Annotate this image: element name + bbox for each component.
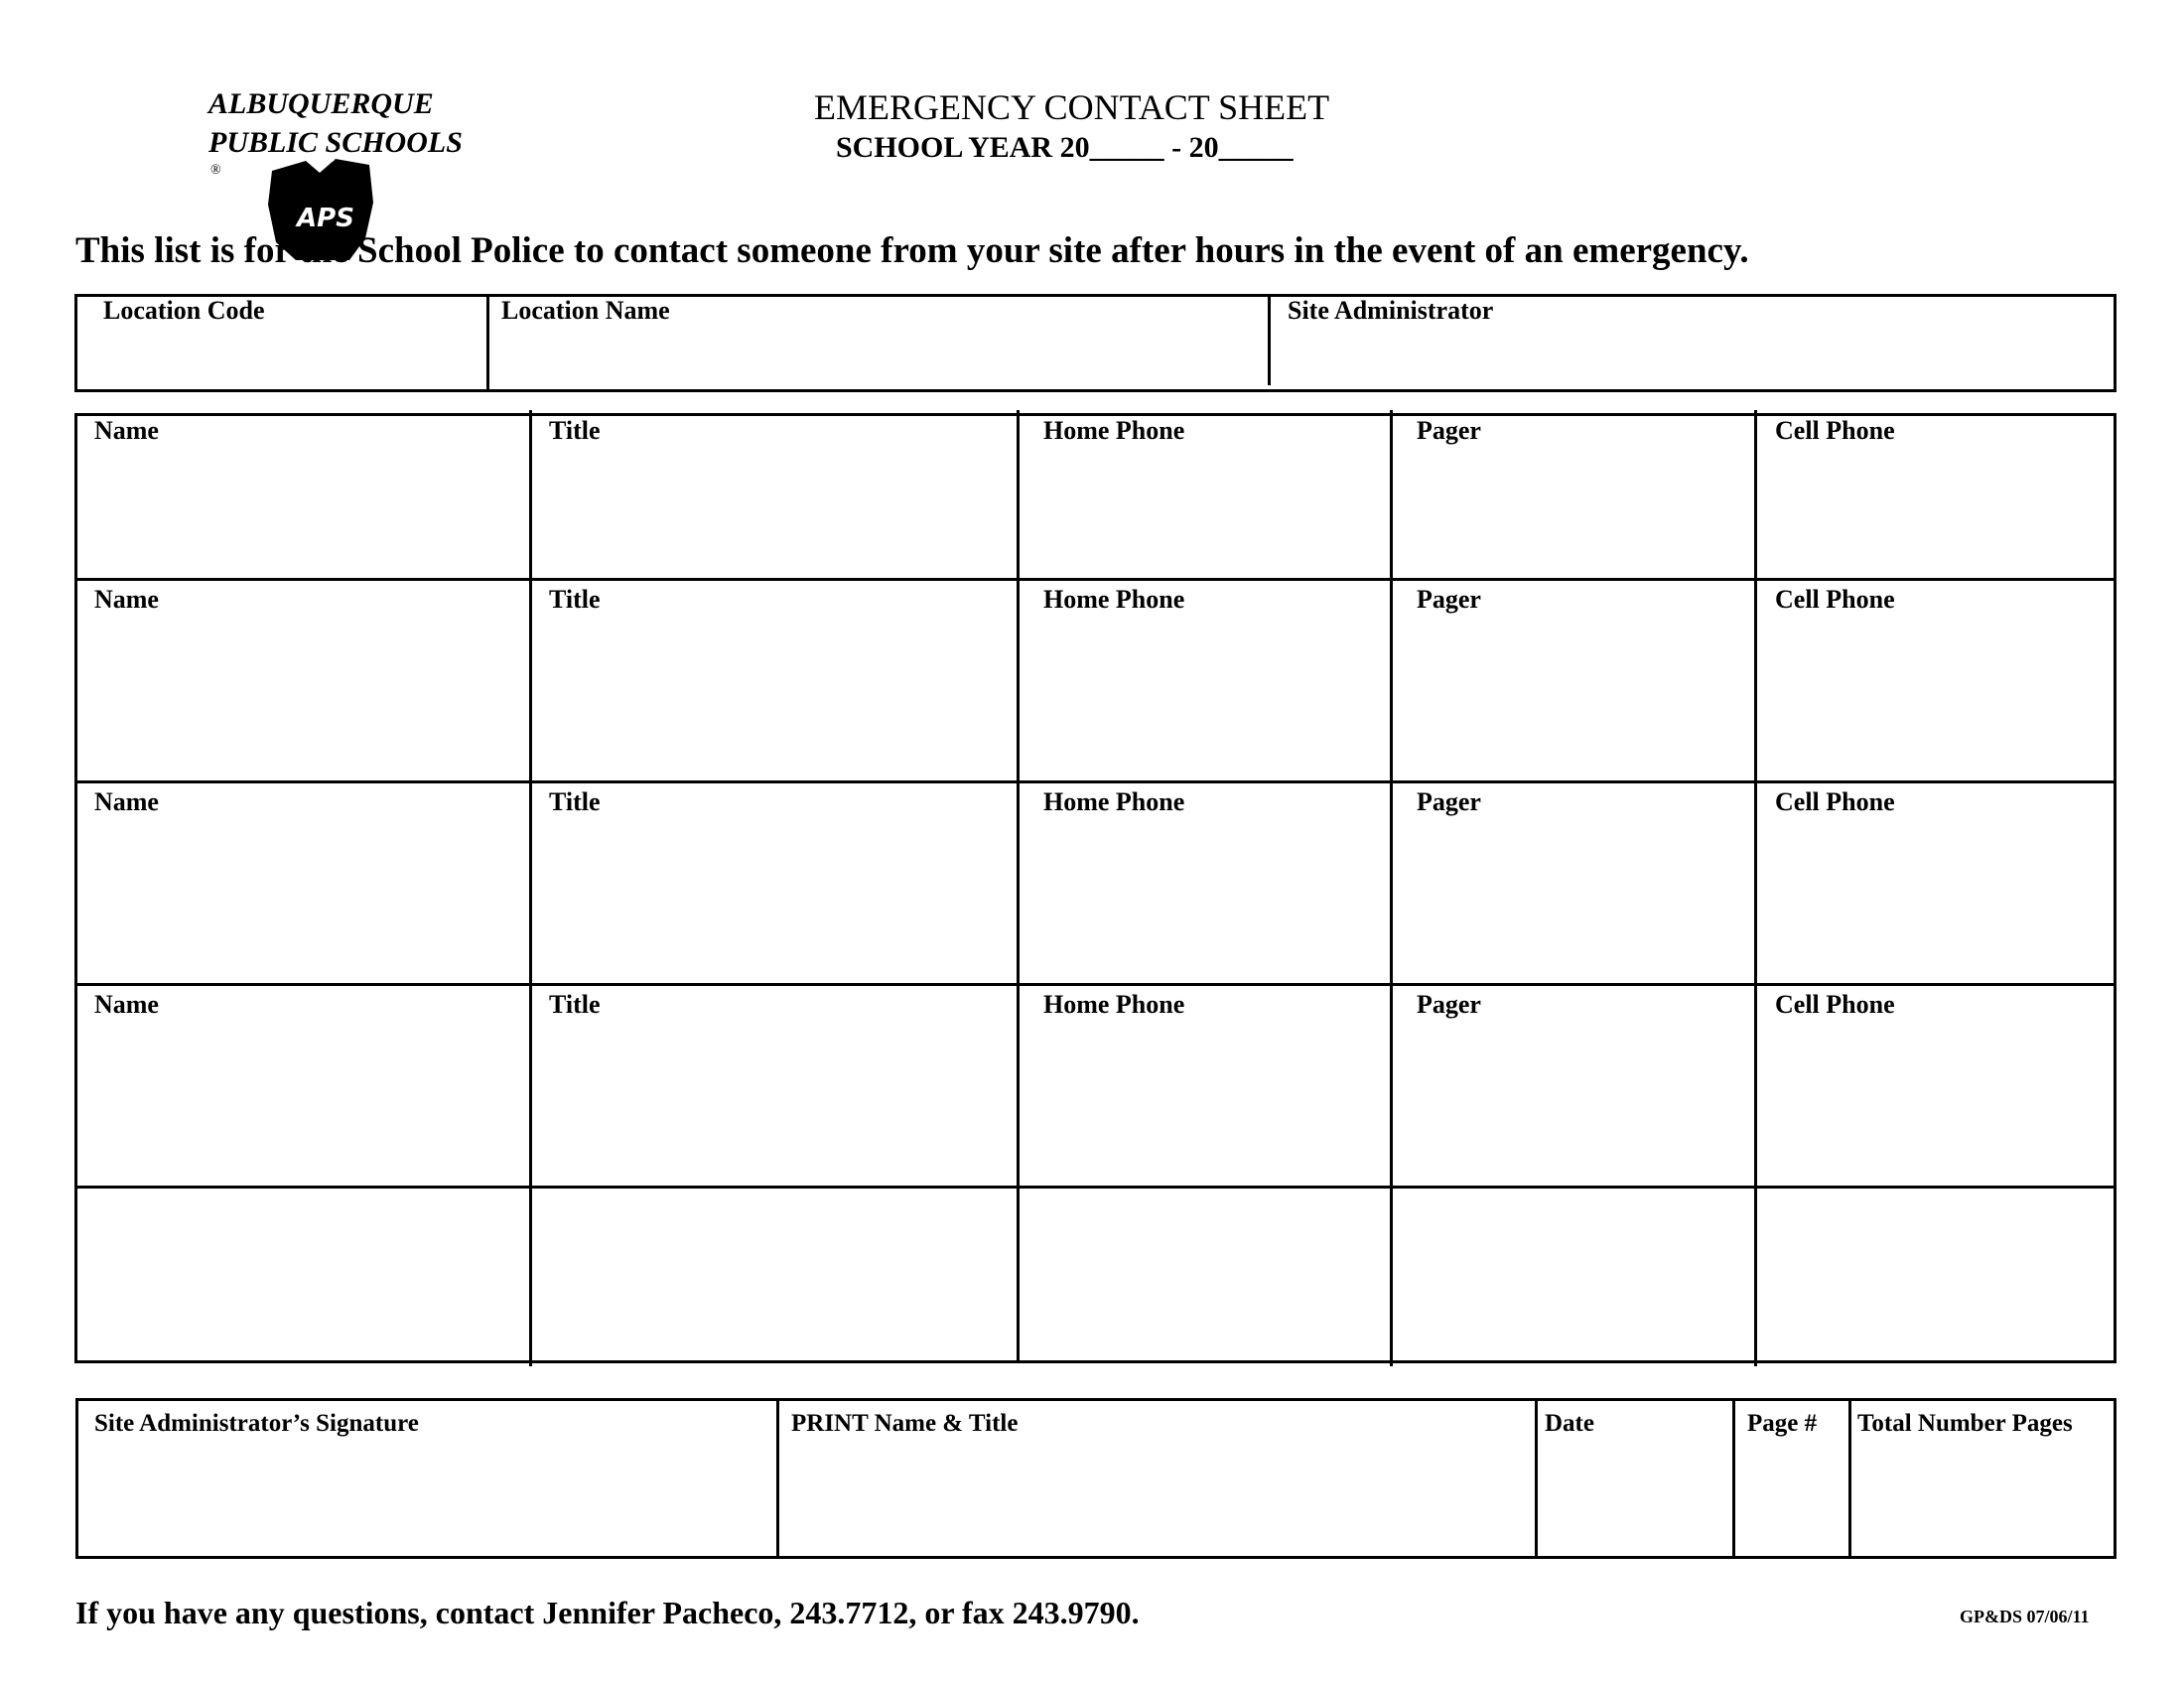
location-code-field[interactable]: Location Code xyxy=(103,296,265,325)
contacts-row-divider-4 xyxy=(74,1186,2116,1189)
signature-divider-3 xyxy=(1732,1398,1735,1559)
contacts-table xyxy=(74,413,2116,1363)
home-phone-field[interactable]: Home Phone xyxy=(1043,585,1185,614)
site-info-box xyxy=(74,294,2116,392)
site-divider-1 xyxy=(486,294,489,392)
contacts-col-divider-2 xyxy=(1017,410,1020,1363)
title-field[interactable]: Title xyxy=(549,990,601,1019)
school-year: SCHOOL YEAR 20_____ - 20_____ xyxy=(836,131,1294,164)
form-code: GP&DS 07/06/11 xyxy=(1960,1607,2090,1626)
intro-text: This list is for the School Police to contact someone from your site after hours in the event of an emergency. xyxy=(75,230,1749,271)
contacts-col-divider-1 xyxy=(529,410,532,1366)
title-field[interactable]: Title xyxy=(549,585,601,614)
site-divider-2 xyxy=(1268,294,1271,385)
home-phone-field[interactable]: Home Phone xyxy=(1043,787,1185,816)
page-title: EMERGENCY CONTACT SHEET xyxy=(814,87,1330,127)
title-field[interactable]: Title xyxy=(549,416,601,445)
pager-field[interactable]: Pager xyxy=(1417,585,1481,614)
print-name-title-field[interactable]: PRINT Name & Title xyxy=(791,1410,1019,1437)
location-name-field[interactable]: Location Name xyxy=(501,296,670,325)
pager-field[interactable]: Pager xyxy=(1417,990,1481,1019)
cell-phone-field[interactable]: Cell Phone xyxy=(1775,416,1895,445)
pager-field[interactable]: Pager xyxy=(1417,787,1481,816)
name-field[interactable]: Name xyxy=(94,787,159,816)
signature-field[interactable]: Site Administrator’s Signature xyxy=(94,1410,419,1437)
date-field[interactable]: Date xyxy=(1545,1410,1594,1437)
org-name-line-1: ALBUQUERQUE xyxy=(208,87,434,120)
contact-note: If you have any questions, contact Jennifer Pacheco, 243.7712, or fax 243.9790. xyxy=(75,1595,1140,1630)
cell-phone-field[interactable]: Cell Phone xyxy=(1775,585,1895,614)
title-field[interactable]: Title xyxy=(549,787,601,816)
contacts-col-divider-3 xyxy=(1390,410,1393,1366)
signature-divider-2 xyxy=(1535,1398,1538,1559)
page-number-field[interactable]: Page # xyxy=(1747,1410,1818,1437)
home-phone-field[interactable]: Home Phone xyxy=(1043,990,1185,1019)
contacts-col-divider-4 xyxy=(1754,410,1757,1366)
signature-divider-1 xyxy=(776,1398,779,1559)
registered-mark: ® xyxy=(210,163,221,178)
name-field[interactable]: Name xyxy=(94,416,159,445)
cell-phone-field[interactable]: Cell Phone xyxy=(1775,787,1895,816)
name-field[interactable]: Name xyxy=(94,990,159,1019)
logo-text: APS xyxy=(297,204,354,233)
signature-divider-4 xyxy=(1848,1398,1851,1559)
cell-phone-field[interactable]: Cell Phone xyxy=(1775,990,1895,1019)
site-administrator-field[interactable]: Site Administrator xyxy=(1288,296,1494,325)
name-field[interactable]: Name xyxy=(94,585,159,614)
contacts-row-divider-3 xyxy=(74,983,2116,986)
contacts-row-divider-1 xyxy=(74,578,2116,581)
pager-field[interactable]: Pager xyxy=(1417,416,1481,445)
contacts-row-divider-2 xyxy=(74,780,2116,783)
org-name-line-2: PUBLIC SCHOOLS xyxy=(208,126,463,159)
total-pages-field[interactable]: Total Number Pages xyxy=(1857,1410,2073,1437)
home-phone-field[interactable]: Home Phone xyxy=(1043,416,1185,445)
